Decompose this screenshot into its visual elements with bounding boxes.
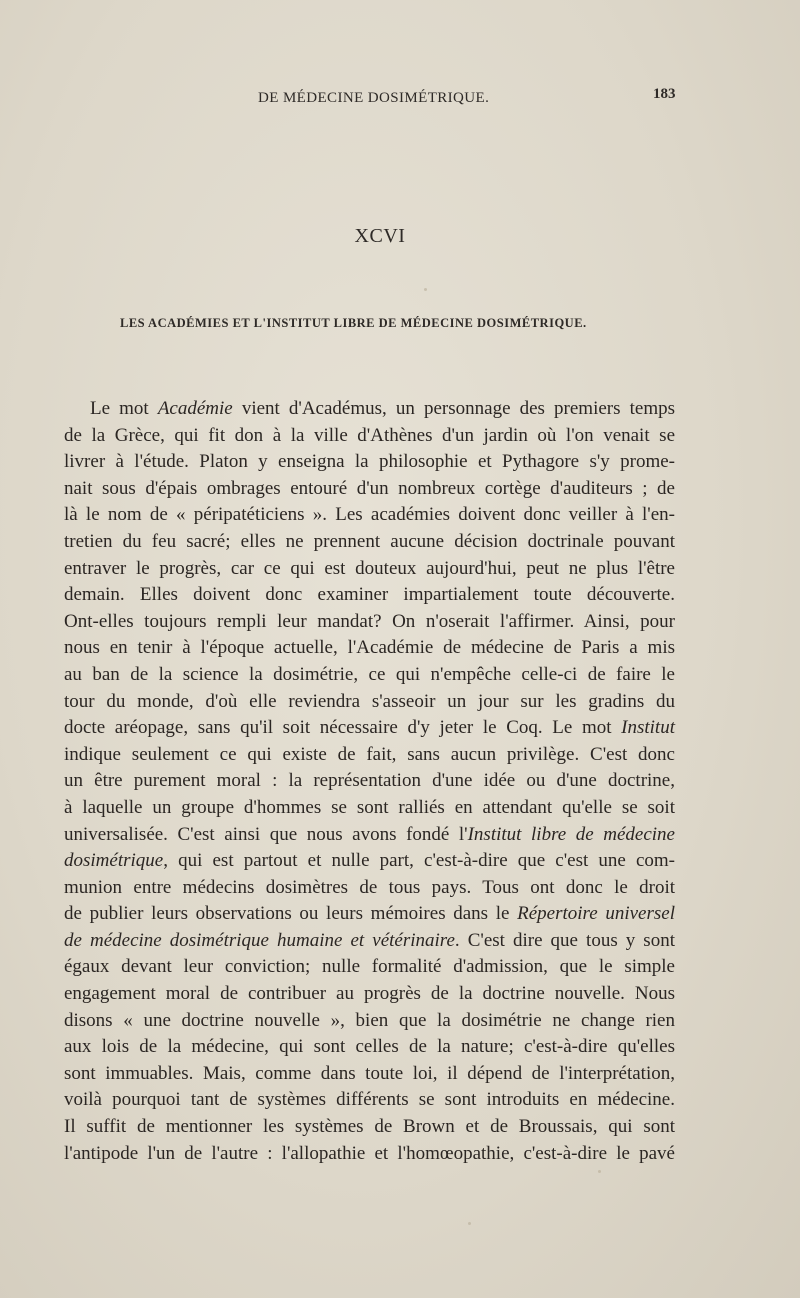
chapter-number: XCVI [354,225,406,247]
text-line [64,715,675,742]
text-line [64,795,675,822]
text-line [64,423,675,450]
text-run: livrer à l'étude. Platon y enseigna la philosophie et Pythagore s'y prome- [64,451,675,473]
italic-run: dosimétrique [64,850,164,872]
text-run: munion entre médecins dosimètres de tous pays. Tous ont donc le droit [64,876,675,898]
text-line [64,1061,675,1088]
text-run: indique seulement ce qui existe de fait, sans aucun privilège. C'est donc [64,743,675,765]
text-run: tour du monde, d'où elle reviendra s'asseoir un jour sur les gradins du [64,690,675,712]
section-title: LES ACADÉMIES ET L'INSTITUT LIBRE DE MÉDECINE DOSIMÉTRIQUE. [120,316,587,330]
text-run: demain. Elles doivent donc examiner impartialement toute découverte. [64,584,675,606]
text-line [64,582,675,609]
text-run: tretien du feu sacré; elles ne prennent aucune décision doctrinale pouvant [64,530,675,552]
text-run: docte aréopage, sans qu'il soit nécessaire d'y jeter le Coq. Le mot [64,717,622,739]
text-run: nous en tenir à l'époque actuelle, l'Académie de médecine de Paris a mis [64,637,675,659]
text-line [64,449,675,476]
body-text [64,396,675,1167]
text-line [64,768,675,795]
text-line [64,848,675,875]
text-run: là le nom de « péripatéticiens ». Les académies doivent donc veiller à l'en- [64,504,675,526]
text-run: voilà pourquoi tant de systèmes différents se sont introduits en médecine. [64,1089,675,1111]
text-run: égaux devant leur conviction; nulle formalité d'admission, que le simple [64,956,675,978]
text-run: aux lois de la médecine, qui sont celles de la nature; c'est-à-dire qu'elles [64,1036,675,1058]
text-line [64,981,675,1008]
text-run: . C'est dire que tous y sont [454,929,675,951]
text-run: Ont-elles toujours rempli leur mandat? On n'oserait l'affirmer. Ainsi, pour [64,610,675,632]
text-run: disons « une doctrine nouvelle », bien que la dosimétrie ne change rien [64,1009,675,1031]
text-line [64,928,675,955]
text-run: , qui est partout et nulle part, c'est-à-dire que c'est une com- [163,850,675,872]
text-line [64,556,675,583]
text-run: entraver le progrès, car ce qui est douteux aujourd'hui, peut ne plus l'être [64,557,675,579]
text-line [64,635,675,662]
text-line [64,1008,675,1035]
running-head: DE MÉDECINE DOSIMÉTRIQUE. [258,90,490,106]
text-line [64,1034,675,1061]
paper-speck [468,1222,471,1225]
paper-speck [598,1170,601,1173]
text-run: de la Grèce, qui fit don à la ville d'Athènes d'un jardin où l'on venait se [64,424,675,446]
text-run: au ban de la science la dosimétrie, ce qui n'empêche celle-ci de faire le [64,663,675,685]
paper-speck [424,288,427,291]
text-line [64,662,675,689]
text-run: à laquelle un groupe d'hommes se sont ralliés en attendant qu'elle se soit [64,796,675,818]
page-number: 183 [653,86,676,102]
text-line [64,822,675,849]
text-line [64,954,675,981]
text-line [64,1087,675,1114]
text-line [64,476,675,503]
text-run: un être purement moral : la représentation d'une idée ou d'une doctrine, [64,770,675,792]
text-run: engagement moral de contribuer au progrès de la doctrine nouvelle. Nous [64,983,675,1005]
text-run: universalisée. C'est ainsi que nous avons fondé l' [64,823,468,845]
italic-run: Institut [621,717,675,739]
text-run: sont immuables. Mais, comme dans toute loi, il dépend de l'interprétation, [64,1062,675,1084]
text-line [64,742,675,769]
text-run: de publier leurs observations ou leurs mémoires dans le [64,903,518,925]
text-line [64,1141,675,1168]
italic-run: Académie [157,398,233,419]
text-line [64,1114,675,1141]
text-line [64,609,675,636]
text-line [64,529,675,556]
text-run: vient d'Académus, un personnage des premiers temps [232,398,675,419]
text-run: nait sous d'épais ombrages entouré d'un nombreux cortège d'auditeurs ; de [64,477,675,499]
text-line [64,689,675,716]
text-line [64,875,675,902]
text-line [64,396,675,423]
italic-run: de médecine dosimétrique humaine et vétérinaire [64,929,455,951]
text-line [64,502,675,529]
text-run: Il suffit de mentionner les systèmes de Brown et de Broussais, qui sont [64,1116,675,1138]
italic-run: Institut libre de médecine [467,823,675,845]
text-run: l'antipode l'un de l'autre : l'allopathie et l'homœopathie, c'est-à-dire le pavé [64,1142,675,1164]
text-line [64,901,675,928]
text-run: Le mot [90,398,158,419]
italic-run: Répertoire universel [517,903,675,925]
